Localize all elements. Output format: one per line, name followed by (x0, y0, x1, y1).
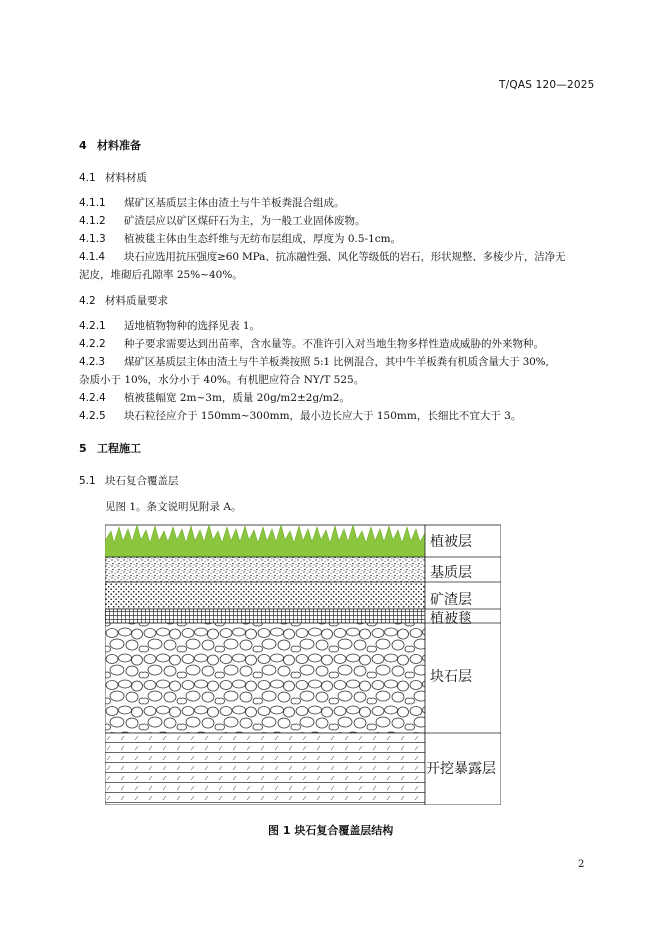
doc-id-header: T/QAS 120—2025 (499, 79, 595, 91)
clause-number: 4.1.2 (79, 215, 106, 227)
clause-4-2-2 (79, 336, 544, 351)
section-4-2-heading (79, 293, 168, 308)
section-title: 材料质量要求 (105, 295, 168, 307)
label-slag-layer: 矿渣层 (430, 592, 472, 608)
clause-number: 4.1.1 (79, 197, 106, 209)
section-4-1-heading (79, 170, 147, 185)
clause-number: 4.2.1 (79, 320, 106, 332)
clause-number: 4.2.2 (79, 338, 106, 350)
clause-text: 块石应选用抗压强度≥60 MPa、抗冻融性强、风化等级低的岩石，形状规整、多棱少片，洁净无 (124, 251, 566, 263)
section-title: 材料准备 (97, 139, 141, 152)
clause-text: 植被毯主体由生态纤维与无纺布层组成，厚度为 0.5-1cm。 (124, 233, 402, 245)
clause-4-2-5 (79, 408, 521, 423)
clause-4-1-2 (79, 213, 366, 228)
section-title: 工程施工 (97, 442, 141, 455)
substrate-layer-graphic (105, 557, 425, 582)
clause-4-2-1 (79, 318, 260, 333)
clause-4-1-3 (79, 231, 401, 246)
section-5-1-heading (79, 473, 179, 488)
label-vegetation-mat: 植被毯 (430, 611, 472, 627)
clause-number: 4.1.4 (79, 251, 105, 263)
slag-layer-graphic (105, 582, 425, 609)
label-substrate-layer: 基质层 (430, 565, 472, 581)
section-number: 4.2 (79, 295, 96, 307)
section-5-heading (79, 440, 141, 456)
vegetation-layer-graphic (105, 525, 425, 557)
clause-4-1-1 (79, 195, 345, 210)
page-number: 2 (578, 859, 585, 870)
section-title: 材料材质 (105, 172, 147, 184)
clause-number: 4.2.3 (79, 356, 105, 368)
label-vegetation-layer: 植被层 (430, 534, 472, 550)
clause-4-2-3 (79, 354, 549, 369)
vegetation-mat-graphic (105, 609, 425, 623)
clause-text: 块石粒径应介于 150mm~300mm，最小边长应大于 150mm，长细比不宜大于 3。 (124, 410, 522, 422)
clause-text: 矿渣层应以矿区煤矸石为主，为一般工业固体废物。 (124, 215, 366, 227)
clause-text: 种子要求需要达到出苗率，含水量等。不准许引入对当地生物多样性造成威胁的外来物种。 (124, 338, 544, 350)
clause-text: 适地植物物种的选择见表 1。 (124, 320, 261, 332)
clause-4-2-3-cont: 杂质小于 10%，水分小于 40%。有机肥应符合 NY/T 525。 (79, 374, 365, 386)
clause-text: 植被毯幅宽 2m~3m，质量 20g/m2±2g/m2。 (124, 392, 350, 404)
figure-reference: 见图 1。条文说明见附录 A。 (105, 501, 242, 513)
clause-4-1-4 (79, 249, 565, 264)
section-4-heading (79, 137, 141, 153)
excavation-layer-graphic (105, 733, 425, 805)
clause-text: 煤矿区基质层主体由渣土与牛羊板粪按照 5:1 比例混合，其中牛羊板粪有机质含量大于 30%, (124, 356, 549, 368)
clause-number: 4.1.3 (79, 233, 106, 245)
label-stone-layer: 块石层 (430, 669, 472, 685)
clause-number: 4.2.4 (79, 392, 106, 404)
section-number: 5.1 (79, 475, 96, 487)
section-title: 块石复合覆盖层 (105, 475, 179, 487)
stone-layer-graphic (105, 623, 425, 733)
label-excavation-layer: 开挖暴露层 (426, 761, 496, 777)
section-number: 5 (79, 442, 87, 455)
section-number: 4 (79, 139, 87, 152)
clause-text: 煤矿区基质层主体由渣土与牛羊板粪混合组成。 (124, 197, 345, 209)
clause-4-1-4-cont: 泥皮，堆砌后孔隙率 25%~40%。 (79, 269, 243, 281)
figure-caption: 图 1 块石复合覆盖层结构 (268, 824, 394, 837)
clause-4-2-4 (79, 390, 350, 405)
layer-structure-figure (105, 523, 501, 805)
clause-number: 4.2.5 (79, 410, 106, 422)
section-number: 4.1 (79, 172, 96, 184)
